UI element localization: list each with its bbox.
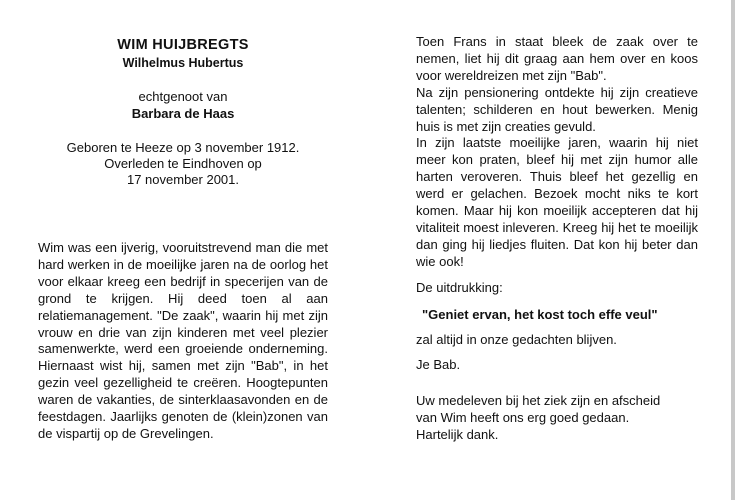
quote-text: "Geniet ervan, het kost toch effe veul" — [422, 306, 658, 322]
memory-line: zal altijd in onze gedachten blijven. — [416, 331, 617, 347]
thanks-line-1: Uw medeleven bij het ziek zijn en afscheid — [416, 392, 661, 408]
paragraph-pension: Na zijn pensionering ontdekte hij zijn creatieve talenten; schilderen en hout bewerken. Menig huis is met zijn creaties gevuld. — [416, 84, 698, 134]
thanks-block — [416, 392, 698, 443]
quote-label: De uitdrukking: — [416, 279, 503, 295]
birth-line: Geboren te Heeze op 3 november 1912. — [66, 140, 300, 155]
deceased-name: WIM HUIJBREGTS — [117, 37, 249, 53]
death-line-2: 17 november 2001. — [126, 172, 240, 187]
paragraph-frans: Toen Frans in staat bleek de zaak over te nemen, liet hij dit graag aan hem over en koos voor wereldreizen met zijn "Bab". — [416, 34, 698, 83]
given-names: Wilhelmus Hubertus — [122, 56, 244, 70]
thanks-line-2: van Wim heeft ons erg goed gedaan. — [416, 409, 630, 425]
dates-block — [38, 140, 328, 188]
signature: Je Bab. — [416, 356, 461, 372]
death-line-1: Overleden te Eindhoven op — [104, 156, 262, 171]
biography-paragraph: Wim was een ijverig, vooruitstrevend man die met hard werken in de moeilijke jaren na de oorlog het voor elkaar kreeg een bedrijf in specerijen van de grond te krijgen. Hij deed toen al aan relatiemanagement. "De zaak", waarin hij met zijn vrouw en drie van zijn kinderen met veel plezier samenwerkte, werd een groeiende onderneming. Hiernaast wist hij, samen met zijn "Bab", in het gezin veel gezelligheid te creëren. Hoogtepunten waren de vakanties, de sinterklaasavonden en de feestdagen. Jaarlijks genoten de (klein)zonen van de vispartij op de Grevelingen. — [38, 240, 328, 441]
spouse-label: echtgenoot van — [138, 89, 228, 104]
thanks-line-3: Hartelijk dank. — [416, 426, 499, 442]
left-panel — [38, 34, 328, 443]
edge-shadow — [731, 0, 735, 500]
right-panel — [416, 34, 698, 443]
paragraph-last-years: In zijn laatste moeilijke jaren, waarin hij niet meer kon praten, bleef hij met zijn humor alle harten veroveren. Thuis bleef het gezellig en werd er gelachen. Bezoek mocht niks te kort komen. Maar hij kon moeilijk accepteren dat hij vitaliteit moest inleveren. Kreeg hij het te moeilijk dan ging hij liedjes fluiten. Dat kon hij beter dan wie ook! — [416, 135, 698, 269]
spouse-name: Barbara de Haas — [131, 106, 235, 121]
